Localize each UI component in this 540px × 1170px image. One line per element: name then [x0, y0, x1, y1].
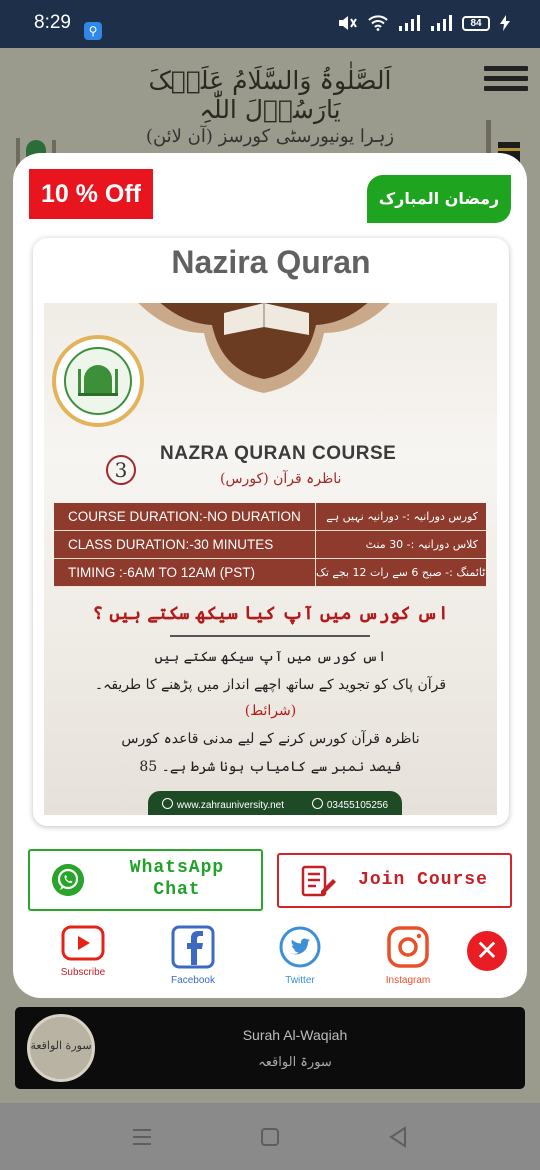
discount-badge: 10 % Off — [29, 169, 153, 219]
subscribe-label: Subscribe — [60, 967, 106, 978]
divider — [170, 635, 370, 637]
info-row-class-duration — [54, 531, 486, 559]
charging-icon — [500, 15, 510, 31]
battery-icon: 84 — [462, 16, 490, 31]
info-row-ur: کورس دورانیہ :- دورانیہ نہیں ہے — [326, 510, 478, 523]
status-bar — [0, 0, 540, 48]
info-row-ur: ٹائمنگ :- صبح 6 سے رات 12 بجے تک — [316, 566, 486, 579]
course-number: 3 — [106, 455, 136, 485]
learn-line: ناظرہ قرآن کورس کرنے کے لیے مدنی قاعدہ کورس — [121, 731, 420, 747]
twitter-link[interactable] — [257, 925, 343, 986]
signal-icon-1 — [398, 15, 420, 31]
course-offer-dialog — [13, 153, 527, 998]
whatsapp-label-2: Chat — [153, 880, 201, 900]
learn-question: اس کورس میں آپ کیا سیکھ سکتے ہیں ؟ — [92, 603, 449, 624]
whatsapp-label-1: WhatsApp — [129, 858, 225, 878]
wifi-icon — [368, 15, 388, 31]
info-row-en: COURSE DURATION:-NO DURATION — [54, 503, 316, 530]
globe-icon — [162, 798, 173, 809]
course-title: Nazira Quran — [171, 244, 371, 280]
form-edit-icon — [301, 865, 337, 897]
instagram-label: Instagram — [385, 975, 431, 986]
info-row-course-duration — [54, 503, 486, 531]
facebook-icon — [171, 925, 215, 969]
twitter-icon — [278, 925, 322, 969]
notification-app-icon: ⚲ — [84, 22, 102, 40]
instagram-icon — [386, 925, 430, 969]
course-poster — [44, 303, 497, 815]
quran-book-image — [114, 303, 414, 423]
join-course-label: Join Course — [358, 870, 488, 890]
ramadan-offer-badge: رمضان المبارک — [367, 175, 511, 223]
info-row-timing — [54, 559, 486, 587]
surah-thumbnail — [27, 1014, 95, 1082]
instagram-link[interactable] — [365, 925, 451, 986]
phone-text: 03455105256 — [312, 798, 388, 811]
status-icons — [336, 14, 510, 32]
course-card — [33, 238, 509, 826]
recent-apps-icon[interactable] — [130, 1125, 154, 1149]
poster-course-title-urdu: ناظرہ قرآن (کورس) — [220, 471, 342, 487]
twitter-label: Twitter — [285, 975, 315, 986]
audio-player[interactable] — [15, 1007, 525, 1089]
mute-icon — [336, 14, 358, 32]
course-info-table — [54, 503, 486, 587]
thumbnail-text: سورة الواقعة — [30, 1039, 92, 1052]
system-navigation-bar — [0, 1103, 540, 1170]
learn-line: اس کورس میں آپ سیکھ سکتے ہیں — [154, 649, 387, 665]
facebook-label: Facebook — [171, 975, 215, 986]
menu-icon[interactable] — [484, 66, 528, 94]
header-subtitle: زہرا یونیورسٹی کورسز (آن لائن) — [145, 126, 395, 147]
info-row-en: TIMING :-6AM TO 12AM (PST) — [54, 559, 316, 586]
header-salutation: اَلصَّلٰوۃُ وَالسَّلَامُ عَلَیۡکَ یَارَسُوۡلَ اللّٰہِ — [148, 66, 392, 124]
whatsapp-icon — [52, 864, 84, 896]
info-row-ur: کلاس دورانیہ :- 30 منٹ — [365, 538, 478, 551]
learn-line: قرآن پاک کو تجوید کے ساتھ اچھے انداز میں پڑھنے کا طریقہ۔ — [94, 677, 447, 693]
facebook-link[interactable] — [150, 925, 236, 986]
learn-line: 85 فیصد نمبر سے کامیاب ہونا شرط ہے۔ — [139, 759, 402, 775]
close-dialog-button[interactable]: ✕ — [467, 931, 507, 971]
whatsapp-chat-button[interactable] — [28, 849, 263, 911]
youtube-icon — [61, 925, 105, 961]
status-time: 8:29 — [34, 12, 71, 33]
player-subtitle: سورۃ الواقعہ — [258, 1055, 332, 1070]
signal-icon-2 — [430, 15, 452, 31]
poster-course-title: NAZRA QURAN COURSE — [160, 443, 397, 464]
university-logo — [52, 335, 144, 427]
conditions-heading: (شرائط) — [244, 703, 297, 719]
home-icon[interactable] — [258, 1125, 282, 1149]
back-icon[interactable] — [386, 1125, 410, 1149]
poster-contact-bar — [148, 791, 402, 815]
subscribe-link[interactable] — [40, 925, 126, 978]
join-course-button[interactable] — [277, 853, 512, 908]
player-title: Surah Al-Waqiah — [242, 1027, 348, 1043]
info-row-en: CLASS DURATION:-30 MINUTES — [54, 531, 316, 558]
website-text: www.zahrauniversity.net — [162, 798, 284, 811]
phone-icon — [312, 798, 323, 809]
